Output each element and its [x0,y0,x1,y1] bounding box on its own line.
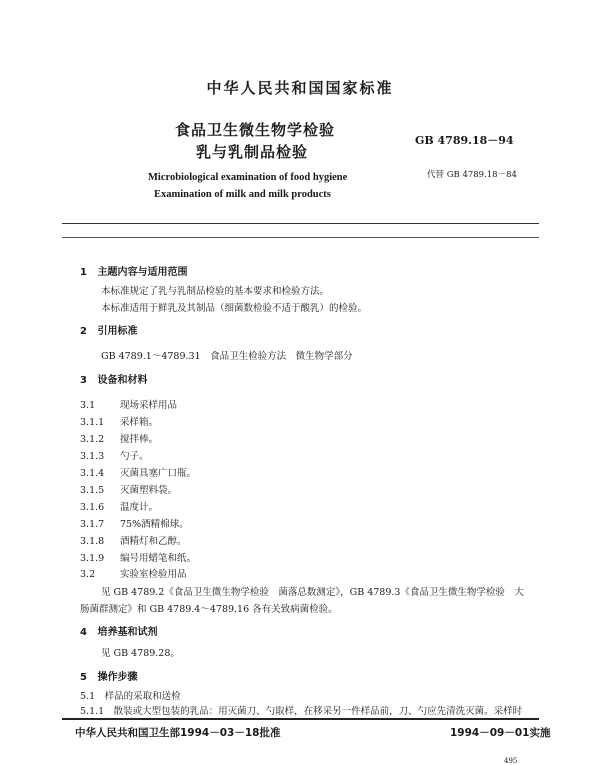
title-cn-line1: 食品卫生微生物学检验 [175,121,336,139]
section-1-heading [80,263,187,278]
section-number: 3 [80,375,87,386]
list-item: 3.1.5 灭菌塑料袋。 [80,485,178,496]
section-number: 2 [80,326,87,337]
title-en-line2: Examination of milk and milk products [154,189,331,200]
header-divider-secondary [62,237,539,238]
list-item: 3.2 实验室检验用品 [80,569,187,580]
section-5-heading [80,668,137,683]
section-number: 5 [80,672,87,683]
section-number: 1 [80,267,87,278]
national-standard-heading: 中华人民共和国国家标准 [206,79,394,97]
list-item: 3.1.4 灭菌具塞广口瓶。 [80,468,197,479]
list-item: 3.1.3 勺子。 [80,451,149,462]
section-title: 培养基和试剂 [97,627,158,638]
replaces-standard: 代替 GB 4789.18－84 [427,170,517,180]
section-title: 设备和材料 [97,375,148,386]
standard-number: GB 4789.18－94 [415,134,514,147]
title-cn-line2: 乳与乳制品检验 [196,143,309,161]
section-title: 主题内容与适用范围 [97,267,188,278]
section-3-paragraph-line1: 见 GB 4789.2《食品卫生微生物学检验 菌落总数测定》，GB 4789.3《食品卫生微生物学检验 大 [101,587,524,598]
section-2-heading [80,322,137,337]
section-3-paragraph-line2: 肠菌群测定》和 GB 4789.4～4789.16 各有关致病菌检验。 [80,604,338,615]
approval-note: 中华人民共和国卫生部1994－03－18批准 [75,727,281,739]
section-5-paragraph-line1: 5.1.1 散装或大型包装的乳品：用灭菌刀、勺取样，在移采另一件样品前，刀、勺应先清洗灭菌。采样时 [80,706,523,717]
section-3-heading [80,371,147,386]
list-item: 3.1.2 搅拌棒。 [80,434,159,445]
section-2-paragraph-1: GB 4789.1～4789.31 食品卫生检验方法 微生物学部分 [101,351,353,362]
section-1-paragraph-2: 本标准适用于鲜乳及其制品（细菌数检验不适于酸乳）的检验。 [101,303,368,314]
section-title: 引用标准 [97,326,138,337]
section-number: 4 [80,627,87,638]
footer-divider [62,718,539,720]
page-number: 495 [504,757,518,765]
section-1-paragraph-1: 本标准规定了乳与乳制品检验的基本要求和检验方法。 [101,286,330,297]
list-item: 3.1.8 酒精灯和乙醇。 [80,536,187,547]
implementation-date: 1994－09－01实施 [450,727,551,739]
header-divider [62,223,539,224]
list-item: 3.1.9 编号用蜡笔和纸。 [80,553,197,564]
section-5-subheading: 5.1 样品的采取和送检 [80,691,181,702]
list-item: 3.1.1 采样箱。 [80,417,159,428]
list-item: 3.1.6 温度计。 [80,502,159,513]
section-4-paragraph-1: 见 GB 4789.28。 [101,648,180,659]
list-item: 3.1.7 75%酒精棉球。 [80,519,189,530]
title-en-line1: Microbiological examination of food hygiene [148,172,348,183]
list-item: 3.1 现场采样用品 [80,400,178,411]
section-title: 操作步骤 [97,672,138,683]
section-4-heading [80,623,157,638]
